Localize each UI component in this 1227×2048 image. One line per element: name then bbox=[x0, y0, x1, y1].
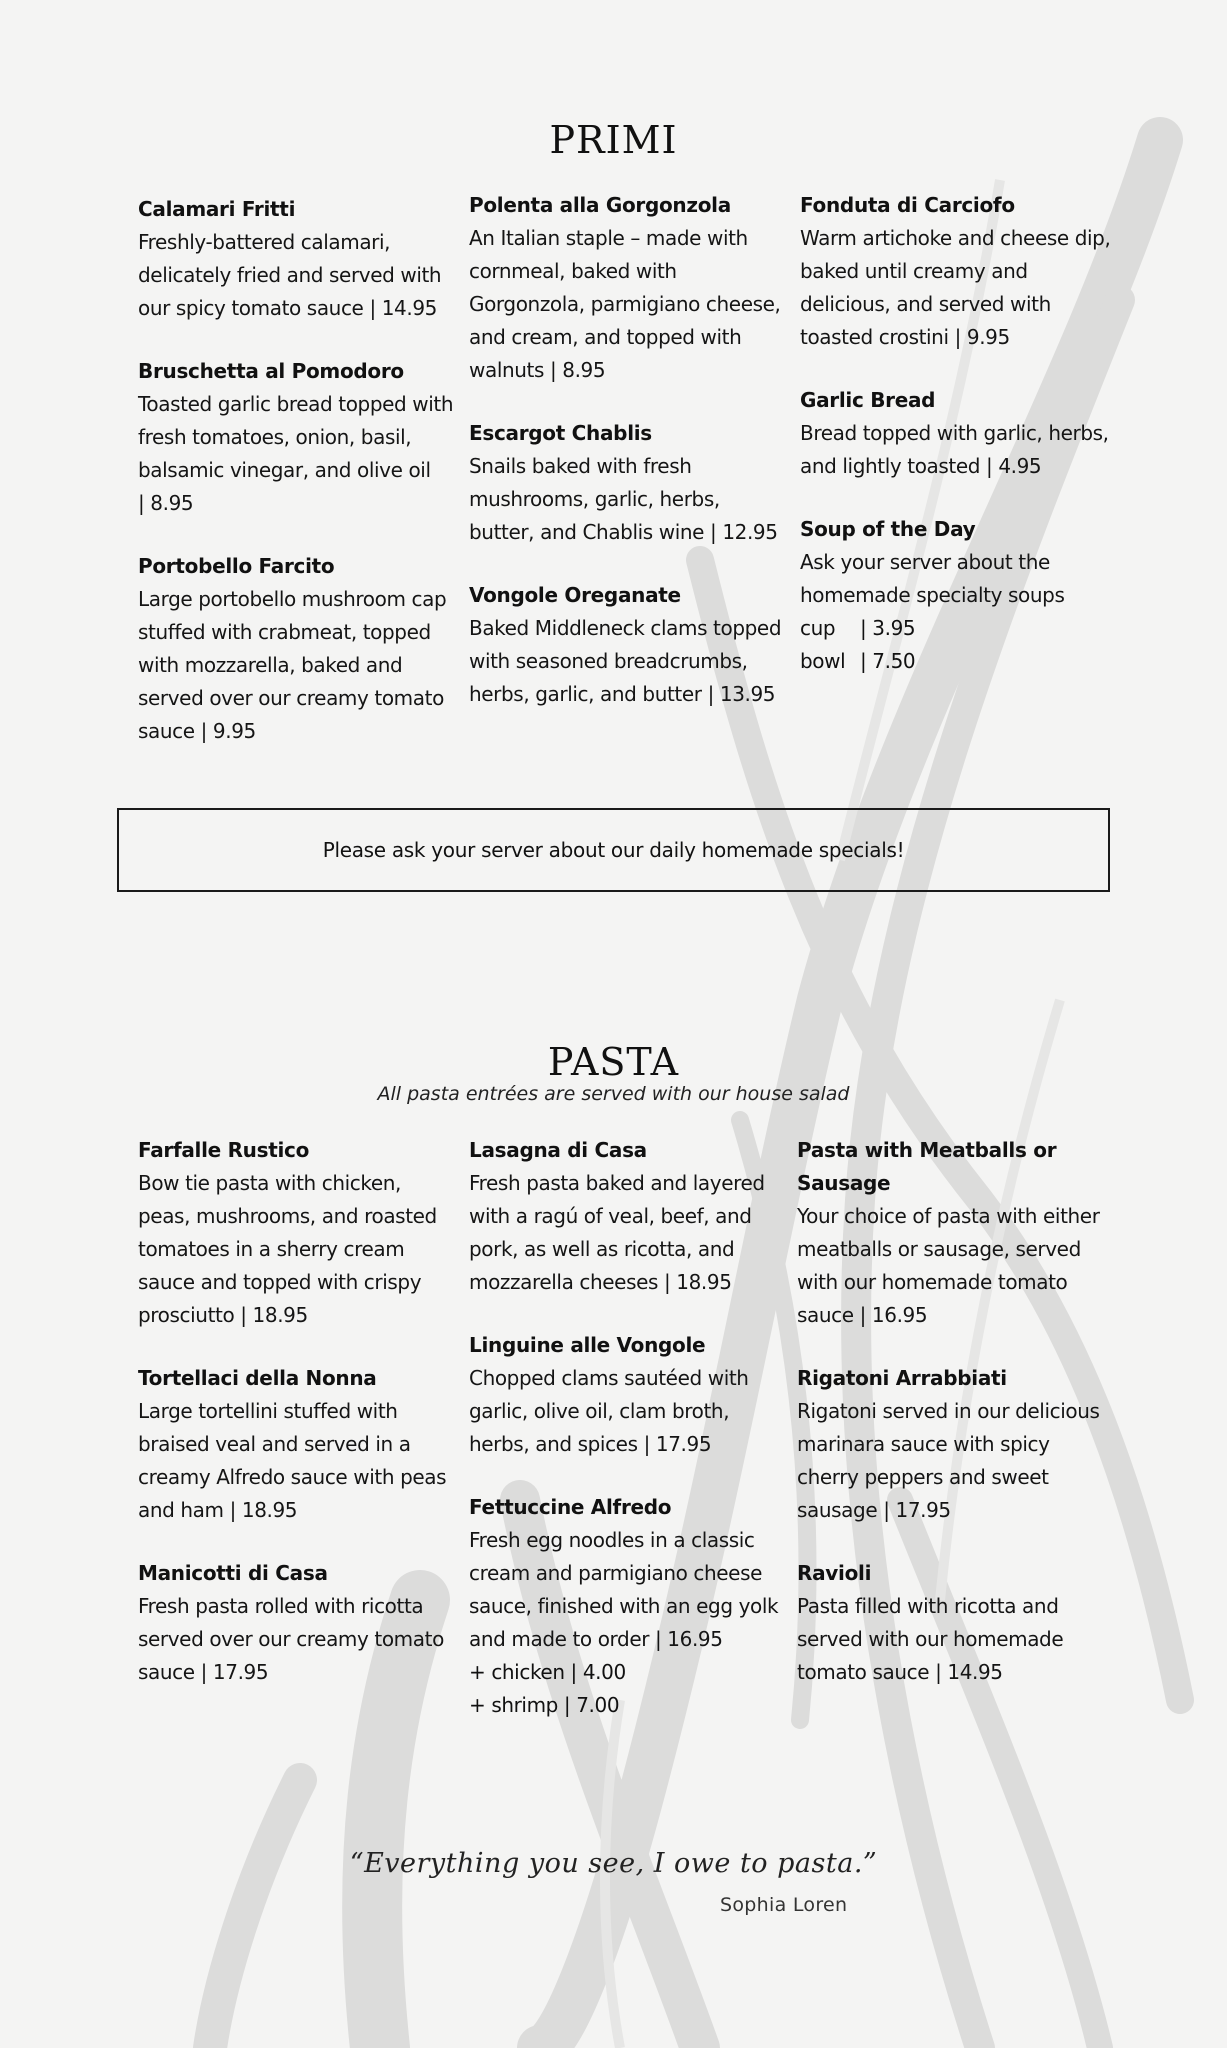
item-name: Garlic Bread bbox=[800, 388, 936, 412]
size-label: bowl bbox=[800, 649, 846, 673]
item-name: Polenta alla Gorgonzola bbox=[469, 193, 731, 217]
menu-item bbox=[797, 1362, 1117, 1527]
pasta-column-1 bbox=[138, 1134, 458, 1719]
pasta-column-2 bbox=[469, 1134, 789, 1752]
item-price: | 17.95 bbox=[200, 1660, 269, 1684]
item-price: | 8.95 bbox=[138, 491, 194, 515]
item-description: Rigatoni served in our delicious marinara sauce with spicy cherry peppers and sweet sausage | 17.95 bbox=[797, 1399, 1100, 1522]
item-description: Warm artichoke and cheese dip, baked until creamy and delicious, and served with toasted crostini | 9.95 bbox=[800, 226, 1111, 349]
item-price: | 16.95 bbox=[655, 1627, 723, 1651]
menu-item bbox=[800, 384, 1120, 483]
item-description: Freshly-battered calamari, delicately fried and served with our spicy tomato sauce | 14.95 bbox=[138, 230, 442, 320]
primi-title: PRIMI bbox=[549, 118, 678, 162]
item-name: Portobello Farcito bbox=[138, 554, 335, 578]
item-description: An Italian staple – made with cornmeal, baked with Gorgonzola, parmigiano cheese, and cream, and topped with walnuts | 8.95 bbox=[469, 226, 781, 382]
item-price: | 18.95 bbox=[229, 1498, 298, 1522]
pasta-quote: “Everything you see, I owe to pasta.” bbox=[349, 1848, 878, 1879]
menu-item bbox=[138, 1362, 458, 1527]
item-name: Fonduta di Carciofo bbox=[800, 193, 1015, 217]
pasta-subtitle: All pasta entrées are served with our house salad bbox=[377, 1083, 850, 1105]
item-name: Manicotti di Casa bbox=[138, 1561, 328, 1585]
menu-item-fettuccine bbox=[469, 1491, 789, 1722]
menu-item bbox=[797, 1557, 1117, 1689]
item-name: Tortellaci della Nonna bbox=[138, 1366, 377, 1390]
menu-item bbox=[138, 550, 458, 748]
addon-shrimp: + shrimp | 7.00 bbox=[469, 1693, 620, 1717]
menu-item bbox=[469, 579, 789, 711]
item-description: Toasted garlic bread topped with fresh tomatoes, onion, basil, balsamic vinegar, and olive oil | 8.95 bbox=[138, 392, 454, 515]
item-price: | 14.95 bbox=[369, 296, 437, 320]
menu-item bbox=[469, 1134, 789, 1299]
primi-column-1 bbox=[138, 193, 458, 778]
item-price: | 9.95 bbox=[954, 325, 1010, 349]
item-description: Chopped clams sautéed with garlic, olive oil, clam broth, herbs, and spices | 17.95 bbox=[469, 1366, 749, 1456]
item-name: Fettuccine Alfredo bbox=[469, 1495, 672, 1519]
menu-item bbox=[469, 1329, 789, 1461]
menu-item bbox=[797, 1134, 1117, 1332]
item-description: Fresh pasta baked and layered with a ragú of veal, beef, and pork, as well as ricotta, and mozzarella cheeses | 18.95 bbox=[469, 1171, 765, 1294]
menu-item bbox=[469, 189, 789, 387]
pasta-title: PASTA bbox=[547, 1040, 680, 1084]
item-price: | 17.95 bbox=[883, 1498, 951, 1522]
item-price: | 12.95 bbox=[710, 520, 778, 544]
size-price: | 7.50 bbox=[860, 649, 916, 673]
item-price: | 18.95 bbox=[240, 1303, 308, 1327]
item-price: | 9.95 bbox=[200, 719, 256, 743]
item-price: | 17.95 bbox=[643, 1432, 712, 1456]
item-price: | 8.95 bbox=[549, 358, 606, 382]
item-description: Your choice of pasta with either meatballs or sausage, served with our homemade tomato sauce | 16.95 bbox=[797, 1204, 1100, 1327]
item-name: Farfalle Rustico bbox=[138, 1138, 310, 1162]
item-name: Calamari Fritti bbox=[138, 197, 296, 221]
item-description: Fresh pasta rolled with ricotta served over our creamy tomato sauce | 17.95 bbox=[138, 1594, 444, 1684]
item-price: | 18.95 bbox=[663, 1270, 732, 1294]
item-description: Baked Middleneck clams topped with seasoned breadcrumbs, herbs, garlic, and butter | 13.95 bbox=[469, 616, 782, 706]
item-name: Pasta with Meatballs or Sausage bbox=[797, 1138, 1057, 1195]
item-description: Pasta filled with ricotta and served with our homemade tomato sauce | 14.95 bbox=[797, 1594, 1064, 1684]
menu-item bbox=[138, 1557, 458, 1689]
size-row-bowl bbox=[800, 645, 1120, 678]
menu-item bbox=[800, 189, 1120, 354]
quote-author: Sophia Loren bbox=[720, 1894, 848, 1916]
size-row-cup bbox=[800, 612, 1120, 645]
menu-item bbox=[138, 1134, 458, 1332]
item-price: | 14.95 bbox=[935, 1660, 1003, 1684]
pasta-column-3 bbox=[797, 1134, 1117, 1719]
item-name: Escargot Chablis bbox=[469, 421, 652, 445]
item-description: Ask your server about the homemade specialty soups bbox=[800, 550, 1065, 607]
item-price: | 4.95 bbox=[986, 454, 1042, 478]
item-name: Lasagna di Casa bbox=[469, 1138, 647, 1162]
item-description: Bread topped with garlic, herbs, and lightly toasted | 4.95 bbox=[800, 421, 1109, 478]
item-price: | 13.95 bbox=[707, 682, 776, 706]
menu-item bbox=[138, 355, 458, 520]
item-description: Snails baked with fresh mushrooms, garlic, herbs, butter, and Chablis wine | 12.95 bbox=[469, 454, 778, 544]
item-name: Vongole Oreganate bbox=[469, 583, 681, 607]
menu-item bbox=[469, 417, 789, 549]
soup-item bbox=[800, 513, 1120, 678]
soup-sizes bbox=[800, 612, 1120, 678]
item-price: | 16.95 bbox=[859, 1303, 928, 1327]
item-description: Bow tie pasta with chicken, peas, mushrooms, and roasted tomatoes in a sherry cream sauce and topped with crispy prosciutto | 18.95 bbox=[138, 1171, 437, 1327]
item-description: Large portobello mushroom cap stuffed with crabmeat, topped with mozzarella, baked and served over our creamy tomato sauce | 9.95 bbox=[138, 587, 447, 743]
item-name: Rigatoni Arrabbiati bbox=[797, 1366, 1007, 1390]
item-name: Linguine alle Vongole bbox=[469, 1333, 706, 1357]
size-price: | 3.95 bbox=[860, 616, 916, 640]
item-description: Large tortellini stuffed with braised veal and served in a creamy Alfredo sauce with peas and ham | 18.95 bbox=[138, 1399, 447, 1522]
primi-column-3 bbox=[800, 189, 1120, 708]
item-name: Soup of the Day bbox=[800, 517, 976, 541]
addon-chicken: + chicken | 4.00 bbox=[469, 1660, 626, 1684]
menu-item bbox=[138, 193, 458, 325]
item-description: Fresh egg noodles in a classic cream and parmigiano cheese sauce, finished with an egg yolk and made to order | 16.95 bbox=[469, 1528, 779, 1651]
item-name: Ravioli bbox=[797, 1561, 872, 1585]
specials-notice: Please ask your server about our daily homemade specials! bbox=[117, 808, 1110, 892]
primi-column-2 bbox=[469, 189, 789, 741]
size-label: cup bbox=[800, 616, 836, 640]
item-name: Bruschetta al Pomodoro bbox=[138, 359, 404, 383]
